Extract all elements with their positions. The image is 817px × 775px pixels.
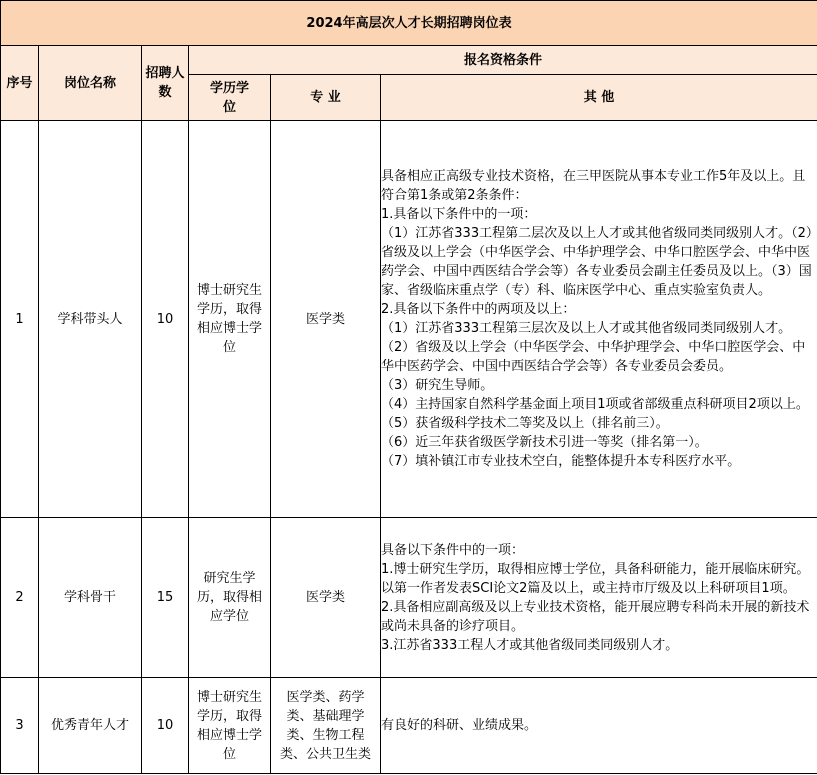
- table-row: [1, 678, 817, 774]
- row-major: 医学类: [271, 518, 381, 678]
- row-other-requirements: 有良好的科研、业绩成果。: [381, 678, 817, 774]
- row-education: 博士研究生学历，取得相应博士学位: [189, 678, 271, 774]
- header-qualification-group: 报名资格条件: [189, 46, 817, 75]
- row-seq: 1: [1, 121, 39, 518]
- row-other-requirements: 具备相应正高级专业技术资格，在三甲医院从事本专业工作5年及以上。且符合第1条或第2条条件： 1.具备以下条件中的一项： （1）江苏省333工程第二层次及以上人才或其他省级同类同级别人才。（2）省级及以上学会（中华医学会、中华护理学会、中华口腔医学会、中华中医药学会、中国中西医结合学会等）各专业委员会副主任委员及以上。（3）国家、省级临床重点学（专）科、临床医学中心、重点实验室负责人。 2.具备以下条件中的两项及以上： （1）江苏省333工程第三层次及以上人才或其他省级同类同级别人才。 （2）省级及以上学会（中华医学会、中华护理学会、中华口腔医学会、中华中医药学会、中国中西医结合学会等）各专业委员会委员。 （3）研究生导师。 （4）主持国家自然科学基金面上项目1项或省部级重点科研项目2项以上。 （5）获省级科学技术二等奖及以上（排名前三）。 （6）近三年获省级医学新技术引进一等奖（排名第一）。 （7）填补镇江市专业技术空白，能整体提升本专科医疗水平。: [381, 121, 817, 518]
- header-major: 专 业: [271, 75, 381, 121]
- row-education: 博士研究生学历，取得相应博士学位: [189, 121, 271, 518]
- table-title: 2024年高层次人才长期招聘岗位表: [1, 1, 817, 46]
- row-major: 医学类: [271, 121, 381, 518]
- table-row: [1, 518, 817, 678]
- row-position: 优秀青年人才: [39, 678, 142, 774]
- table-row: [1, 121, 817, 518]
- row-seq: 2: [1, 518, 39, 678]
- header-other: 其 他: [381, 75, 817, 121]
- row-count: 10: [142, 121, 189, 518]
- row-major: 医学类、药学类、基础理学类、生物工程类、公共卫生类: [271, 678, 381, 774]
- header-position: 岗位名称: [39, 46, 142, 121]
- header-count: 招聘人数: [142, 46, 189, 121]
- header-seq: 序号: [1, 46, 39, 121]
- row-position: 学科带头人: [39, 121, 142, 518]
- header-education: 学历学位: [189, 75, 271, 121]
- row-count: 10: [142, 678, 189, 774]
- row-other-requirements: 具备以下条件中的一项： 1.博士研究生学历，取得相应博士学位，具备科研能力，能开展临床研究。以第一作者发表SCI论文2篇及以上，或主持市厅级及以上科研项目1项。 2.具备相应副高级及以上专业技术资格，能开展应聘专科尚未开展的新技术或尚未具备的诊疗项目。 3.江苏省333工程人才或其他省级同类同级别人才。: [381, 518, 817, 678]
- row-seq: 3: [1, 678, 39, 774]
- row-education: 研究生学历，取得相应学位: [189, 518, 271, 678]
- row-count: 15: [142, 518, 189, 678]
- row-position: 学科骨干: [39, 518, 142, 678]
